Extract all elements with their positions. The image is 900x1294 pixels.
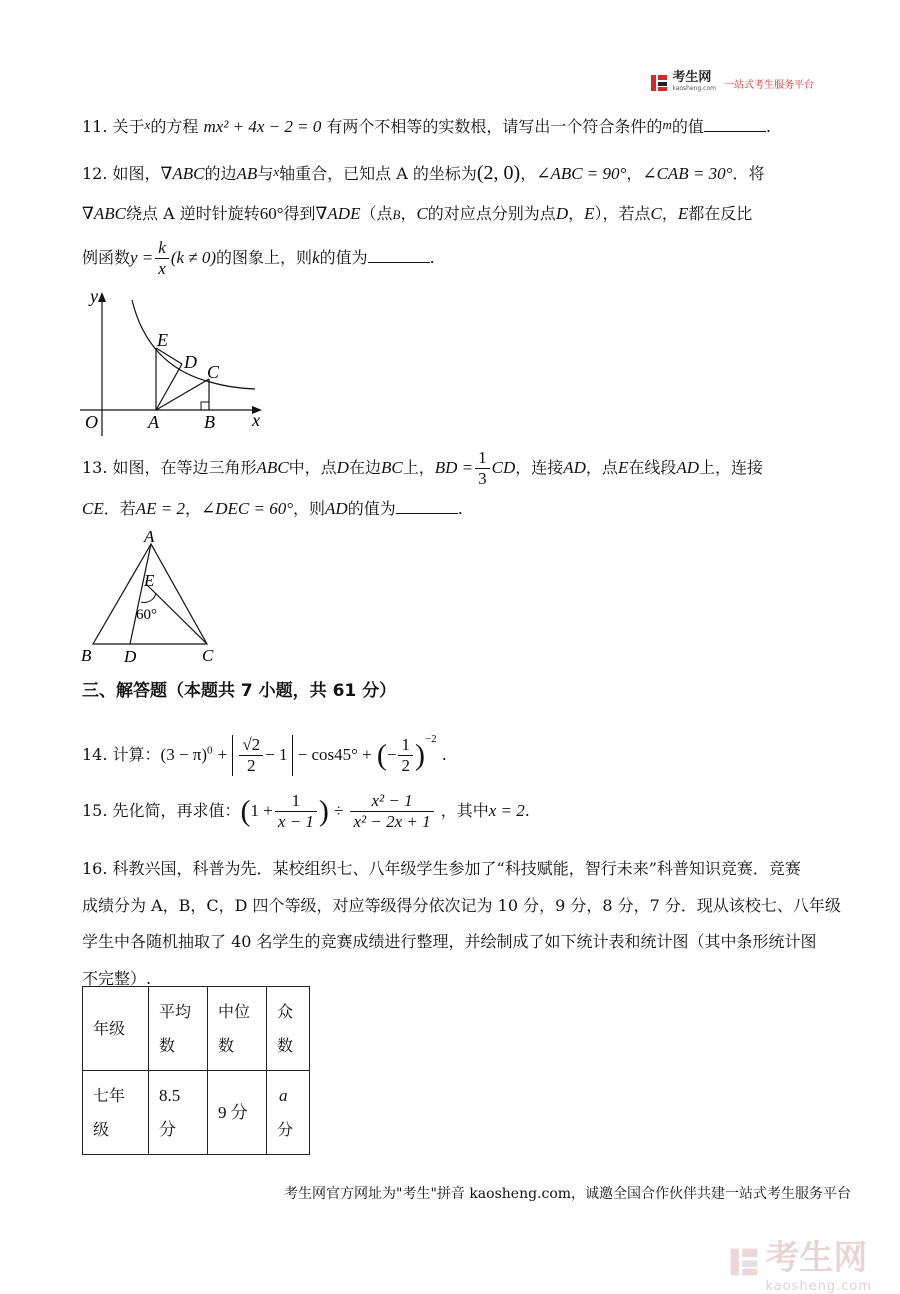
label-A: A [144,527,155,546]
q13-ce: CE [82,499,104,518]
q12-coord: (2, 0) [476,162,521,184]
q15-paren-open: ( [240,794,251,828]
q11-text-d: 的值 [671,117,704,136]
question-16 [82,851,841,997]
q14-plus: + [217,745,228,764]
q13-cd: CD [491,458,516,477]
q14-frac [398,735,413,776]
label-60deg: 60° [136,607,157,623]
q14-exp: −2 [424,733,437,745]
q13-bc: BC [380,458,403,477]
q13-fraction [475,448,490,489]
q12-text: 例函数 [82,248,131,267]
label-A: A [148,412,159,432]
cell-text: 年级 [93,1018,126,1038]
q12-fraction [155,238,169,279]
figure-12 [80,286,270,436]
q15-div: ÷ [334,801,344,820]
frac-num: 1 [398,735,413,756]
logo-sub: kaosheng.com [672,85,716,92]
q12-text: 得到 [283,204,316,223]
q14-cos: − cos45° + [297,745,372,764]
q15-one: 1 + [250,801,273,820]
label-B: B [204,412,215,432]
frac-num: 1 [475,448,490,469]
kaosheng-logo-icon [650,73,668,93]
question-14 [82,712,447,783]
label-D: D [124,647,137,666]
q12-point: B [392,207,401,222]
q12-text: ， [520,164,537,183]
q16-line: 学生中各随机抽取了 40 名学生的竞赛成绩进行整理，并绘制成了如下统计表和统计图（其中条形统计图 [82,932,817,951]
answer-blank[interactable] [368,247,430,263]
table-cell [267,1071,310,1155]
q15-frac-2 [350,791,433,832]
q16-line: 不完整）. [82,968,152,988]
label-C: C [207,362,220,382]
question-12-line-1 [82,161,764,185]
frac-num: x² − 1 [350,791,433,812]
q12-text: ， [661,204,678,223]
q12-func: y = [130,248,154,267]
q12-text: 的图象上，则 [216,248,313,267]
q12-text: 与 [257,164,274,183]
q12-angle-abc: ∠ABC = 90° [536,164,627,183]
q12-text: （点 [360,204,393,223]
cell-text: 平均 [159,1001,192,1021]
q11-text-c: 有两个不相等的实数根，请写出一个符合条件的 [326,117,663,136]
q15-text: ，其中 [440,801,489,820]
table-cell [83,1071,149,1155]
q13-end: . [457,499,463,518]
q16-line: 16. 科教兴国，科普为先．某校组织七、八年级学生参加了“科技赋能，智行未来”科普知识竞赛．竞赛 [82,859,801,878]
table-cell [149,1071,208,1155]
q13-ad: AD [563,458,586,477]
watermark-text: 考生网 [765,1238,868,1278]
q13-text: 13. 如图，在等边三角形 [82,458,257,477]
q14-abs-rest: − 1 [265,745,288,764]
table-header-cell [149,987,208,1071]
q12-text: ），若点 [594,204,651,223]
q12-seg-ab: AB [236,164,258,183]
label-E: E [157,330,168,350]
watermark-logo-icon [729,1245,759,1279]
q12-angle-cab: ∠CAB = 30° [642,164,733,183]
q14-paren-open: ( [376,738,387,772]
question-15 [82,784,530,839]
cell-text: 众 [277,1001,294,1021]
question-13-line-1 [82,446,763,490]
q12-degree: 60° [259,204,284,223]
frac-num: √2 [239,735,263,756]
table-header-cell [267,987,310,1071]
q14-end: . [441,745,447,764]
label-D: D [184,352,197,372]
q12-point: E [584,204,595,223]
q13-text: ，则 [293,499,326,518]
watermark [729,1230,872,1294]
q14-abs-frac [239,735,263,776]
q13-text: 上， [402,458,435,477]
q12-triangle-abc: ∇ABC [82,204,126,223]
q12-end: . [429,248,435,267]
q14-term: (3 − π) [160,745,208,764]
q14-abs [232,735,292,776]
q13-text: ， [185,499,202,518]
cell-text: a [279,1085,288,1105]
label-x: x [252,410,260,430]
frac-den: 3 [478,469,487,488]
table-header-row [83,987,310,1071]
q11-text: 11. 关于 [82,117,145,136]
q15-paren-close: ) [318,794,329,828]
cell-text: 数 [218,1035,235,1055]
q12-triangle-ade: ∇ADE [315,204,361,223]
label-E: E [144,571,155,590]
q11-text-b: 的方程 [150,117,199,136]
q11-end: . [765,117,771,136]
frac-den: x − 1 [277,812,314,831]
q14-neg: − [386,745,397,764]
q12-text: ， [400,204,417,223]
answer-blank[interactable] [396,498,458,514]
footer-text: 考生网官方网址为"考生"拼音 kaosheng.com，诚邀全国合作伙伴共建一站式考生服务平台 [284,1186,852,1202]
cell-text: 9 分 [218,1102,248,1122]
table-row [83,1071,310,1155]
q14-exp: 0 [207,744,213,757]
section-3-heading: 三、解答题（本题共 7 小题，共 61 分） [82,681,397,701]
question-12-line-3 [82,236,435,280]
q12-point: D [555,204,569,223]
q12-text: 轴重合，已知点 A 的坐标为 [279,164,477,183]
q13-text: 的值为 [347,499,396,518]
q14-label: 14. 计算： [82,745,161,764]
q12-condition: (k ≠ 0) [170,248,217,267]
figure-13 [78,526,228,666]
table-header-cell [83,987,149,1071]
question-11 [82,114,771,138]
label-O: O [85,412,98,432]
frac-den: x [158,259,166,278]
q12-point: E [677,204,689,223]
q11-equation: mx² + 4x − 2 = 0 [203,117,322,136]
q12-var-k: k [312,248,320,267]
cell-text: 8.5 分 [159,1085,181,1139]
q12-triangle-abc: ∇ABC [160,164,205,183]
frac-den: 2 [401,756,410,775]
stats-table [82,986,310,1155]
header-slogan: 一站式考生服务平台 [724,79,814,91]
q15-end: . [524,801,530,820]
q13-e: E [617,458,629,477]
q13-d: D [336,458,349,477]
q13-ae: AE = 2 [135,499,185,518]
q13-bd: BD = [434,458,474,477]
q12-text: 的边 [204,164,237,183]
frac-num: 1 [275,791,317,812]
cell-text: 中位 [218,1001,251,1021]
q12-text: 都在反比 [688,204,753,223]
frac-num: k [155,238,169,259]
q12-text: ， [626,164,643,183]
q13-text: 上，连接 [699,458,764,477]
q13-ad: AD [676,458,700,477]
q12-point: C [416,204,428,223]
logo-text: 考生网 [672,70,712,85]
q13-text: ．若 [103,499,136,518]
q11-var-x: x [144,117,151,132]
cell-text: 七年 [93,1085,126,1105]
cell-text: 级 [93,1119,110,1139]
cell-text: 数 [277,1035,294,1055]
q12-text: ， [568,204,585,223]
q12-text: 的值为 [319,248,368,267]
question-13-line-2 [82,498,463,520]
watermark-sub: kaosheng.com [765,1279,872,1294]
cell-text: 数 [159,1035,176,1055]
q13-text: ，点 [585,458,618,477]
q12-text: 绕点 A 逆时针旋转 [125,204,260,223]
q15-frac [275,791,317,832]
frac-den: 2 [247,756,256,775]
q12-point: C [650,204,662,223]
q12-text: ．将 [732,164,765,183]
label-B: B [81,646,92,665]
q11-var-m: m [662,117,672,132]
q12-text: 12. 如图， [82,164,161,183]
q12-var-x: x [273,164,280,179]
answer-blank[interactable] [704,116,766,132]
question-12-line-2 [82,203,752,226]
q13-ad: AD [325,499,348,518]
cell-text: 分 [277,1119,294,1139]
q14-paren-close: ) [414,738,425,772]
q12-text: 的对应点分别为点 [427,204,556,223]
q15-label: 15. 先化简，再求值： [82,801,241,820]
table-cell [208,1071,267,1155]
header-logo [650,72,814,94]
q15-condition: x = 2 [488,801,525,820]
q13-text: ，连接 [515,458,564,477]
table-header-cell [208,987,267,1071]
label-y: y [90,286,98,306]
q16-line: 成绩分为 A，B，C，D 四个等级，对应等级得分依次记为 10 分，9 分，8 分，7 分．现从该校七、八年级 [82,895,841,915]
q13-text: 中，点 [288,458,337,477]
label-C: C [202,646,214,665]
q13-angle: ∠DEC = 60° [201,499,294,518]
q13-text: 在边 [348,458,381,477]
q13-text: 在线段 [628,458,677,477]
q13-abc: ABC [256,458,289,477]
frac-den: x² − 2x + 1 [353,812,431,831]
